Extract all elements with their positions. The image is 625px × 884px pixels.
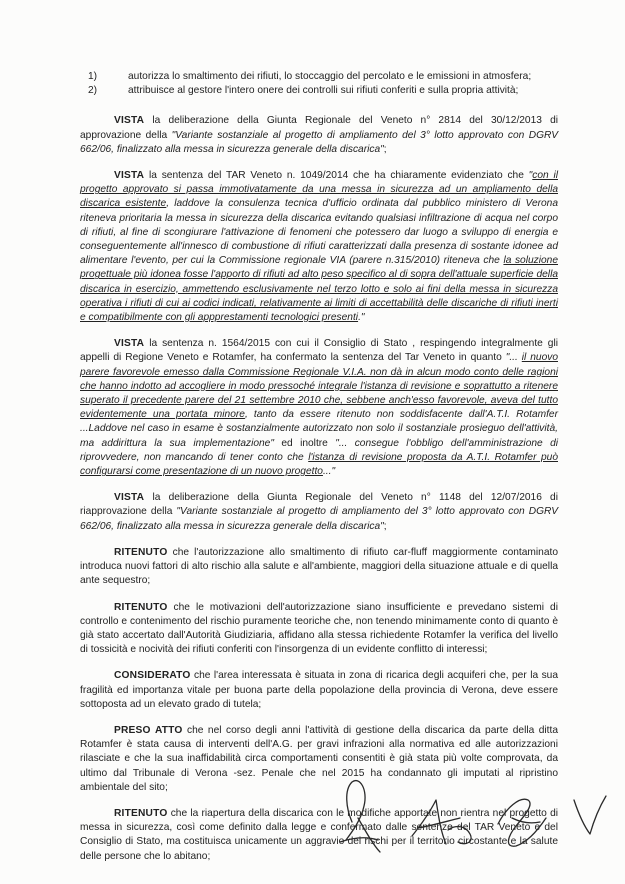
paragraph-text: che la riapertura della discarica con le modifiche apportate non rientra nel progetto di messa in sicurezza, così come definito dalla legge e confermato dalle sentenze del TAR Veneto e del Consiglio di Stato, ma costituisca unicamente un aggravio dei rischi per il territorio circostante e la salute delle persone che lo abitano;: [80, 807, 558, 862]
paragraph-text: che nel corso degli anni l'attività di gestione della discarica da parte della ditta Rotamfer è stata causa di interventi dell'A.G. per gravi infrazioni alla normativa ed alle autorizzazioni rilasciate e che la sua inaffidabilità circa comportamenti consentiti è già stata più volte comprovata, da ultimo dal Tribunale di Verona -sez. Penale che nel 2015 ha condannato gli imputati al ripristino ambientale del sito;: [80, 724, 558, 793]
list-item: [80, 70, 558, 84]
keyword: RITENUTO: [114, 807, 168, 819]
keyword: VISTA: [114, 492, 145, 504]
underlined-quote: con il progetto approvato si passa immotivatamente da una messa in sicurezza ad un ampliamento della discarica esistente: [80, 170, 558, 210]
paragraph-ritenuto-riapertura: [80, 807, 558, 864]
list-number: 2): [88, 85, 98, 97]
paragraph-ritenuto-motivazioni: [80, 601, 558, 658]
keyword: RITENUTO: [114, 546, 168, 558]
paragraph-text: la deliberazione della Giunta Regionale del Veneto n° 1148 del 12/07/2016 di riapprovazione della: [80, 492, 558, 518]
keyword: PRESO ATTO: [114, 724, 183, 736]
list-number: 1): [88, 71, 98, 82]
quote-text: "... conseguе l'obbligo dell'amministrazione di riprovvedere, non mancando di tener conto che: [80, 437, 559, 463]
paragraph-text: ;: [383, 143, 387, 155]
quote-text: .": [358, 312, 365, 324]
paragraph-preso-atto: [80, 724, 558, 795]
underlined-quote: la soluzione progettuale più idonea fosse l'apporto di rifiuti ad alto peso specifico al di sopra dell'attuale superficie della discarica in esercizio, ammettendo esclusivamente nel terzo lotto e solo ai fini della messa in sicurezza operativa i rifiuti di cui ai codici indicati, relativamente ai limiti di accettabilità delle discariche di rifiuti inerti e compatibilmente con gli appprestamenti tecnologici presenti: [80, 255, 558, 324]
paragraph-vista-consiglio-stato: [80, 337, 558, 479]
paragraph-text: la sentenza del TAR Veneto n. 1049/2014 che ha chiaramente evidenziato che: [144, 170, 529, 182]
paragraph-text: ;: [383, 520, 387, 532]
quoted-title: "Variante sostanziale al progetto di ampliamento del 3° lotto approvato con DGRV 662/06, finalizzato alla messa in sicurezza generale della discarica": [80, 506, 558, 532]
paragraph-text: che le motivazioni dell'autorizzazione siano insufficiente e prevedano sistemi di controllo e contenimento del rischio puramente teoriche che, non tenendo minimamente conto di quanto è già stato accertato dall'Autorità Giudiziaria, affidano alla stessa richiedente Rotamfer la verifica del livello di tossicità e nocività dei rifiuti conferiti con l'insorgenza di un evidente conflitto di interessi;: [80, 601, 558, 656]
signature-4: [574, 796, 606, 834]
paragraph-text: ed inoltre: [273, 437, 336, 449]
list-text: attribuisce al gestore l'intero onere dei controlli sui rifiuti conferiti e sulla propria attività;: [128, 85, 519, 97]
paragraph-vista-dgrv-2814: [80, 114, 558, 157]
paragraph-text: che l'autorizzazione allo smaltimento di rifiuto car-fluff maggiormente contaminato introduca nuovi fattori di alto rischio alla salute e all'ambiente, maggiori della situazione attuale e di quella ante sequestro;: [80, 546, 558, 587]
list-text: autorizza lo smaltimento dei rifiuti, lo stoccaggio del percolato e le emissioni in atmosfera;: [128, 71, 532, 82]
underlined-quote: il nuovo parere favorevole emesso dalla Commissione Regionale V.I.A. non dà in alcun modo conto delle ragioni che hanno indotto ad accogliere in modo pressoché integrale l'istanza di revisione e soprattutto a ritenere superato il precedente parere del 21 settembre 2010 che, sebbene anch'esso favorevole, aveva del tutto evidentemente una portata minore: [80, 352, 558, 421]
paragraph-vista-tar-sentence: [80, 169, 558, 325]
keyword: VISTA: [114, 115, 145, 127]
keyword: VISTA: [114, 170, 145, 182]
quoted-title: "Variante sostanziale al progetto di ampliamento del 3° lotto approvato con DGRV 662/06, finalizzato alla messa in sicurezza generale della discarica": [80, 129, 558, 155]
keyword: CONSIDERATO: [114, 670, 191, 682]
paragraph-considerato: [80, 669, 558, 712]
paragraph-vista-dgrv-1148: [80, 491, 558, 534]
quote-text: ...": [322, 466, 336, 478]
paragraph-text: la deliberazione della Giunta Regionale del Veneto n° 2814 del 30/12/2013 di approvazione della: [80, 115, 558, 141]
paragraph-text: che l'area interessata è situata in zona di ricarica degli acquiferi che, per la sua fragilità ed importanza vitale per buona parte della popolazione della provincia di Verona, deve essere sottoposta ad un elevato grado di tutela;: [80, 670, 558, 710]
quote-text: "...: [505, 352, 522, 364]
underlined-quote: l'istanza di revisione proposta da A.T.I. Rotamfer può configurarsi come presentazione di un nuovo progetto: [80, 451, 558, 478]
paragraph-text: la sentenza n. 1564/2015 con cui il Consiglio di Stato , respingendo integralmente gli appelli di Regione Veneto e Rotamfer, ha confermato la sentenza del Tar Veneto in quanto: [80, 338, 558, 364]
quote-text: ": [528, 170, 533, 182]
quote-text: , laddove la consulenza tecnica d'ufficio ordinata dal pubblico ministero di Verona riteneva prioritaria la messa in sicurezza della discarica evitando qualsiasi infiltrazione di acqua nel corpo di rifiuti, al fine di scongiurare l'attivazione di fenomeni che potessero dar luogo a sviluppo di energia e conseguentemente all'innesco di combustione di rifiuti caratterizzati dalla presenza di sostante idonee ad alimentare l'evento, per cui la Commissione regionale VIA (parere n.315/2010) riteneva che: [80, 198, 558, 267]
paragraph-ritenuto-car-fluff: [80, 546, 558, 589]
keyword: RITENUTO: [114, 601, 168, 613]
list-item: [80, 84, 558, 98]
document-body: [80, 70, 558, 864]
keyword: VISTA: [114, 338, 145, 350]
quote-text: , tanto da essere ritenuto non soddisfacente dall'A.T.I. Rotamfer ...Laddove nel caso in esame è sostanzialmente autorizzato non solo il sostanziale prosieguo dell'attività, ma addirittura la sua implementazione": [80, 409, 558, 449]
